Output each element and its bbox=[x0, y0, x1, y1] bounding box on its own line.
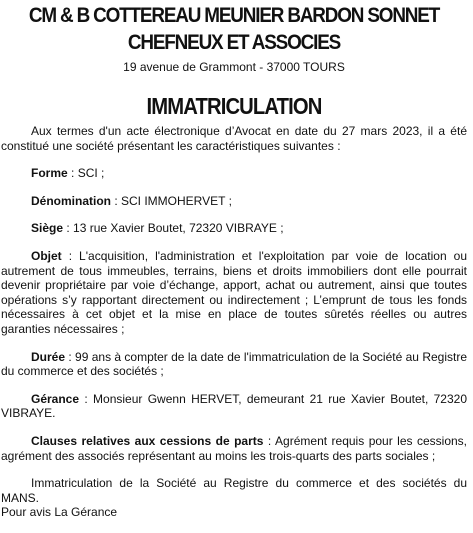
field-label: Forme bbox=[31, 166, 68, 181]
firm-address: 19 avenue de Grammont - 37000 TOURS bbox=[123, 60, 345, 74]
field-value: : SCI ; bbox=[67, 166, 105, 181]
field-label: Dénomination bbox=[31, 193, 111, 208]
intro-paragraph: Aux termes d'un acte électronique d’Avocat en date du 27 mars 2023, il a été constitué une société présentant les caractéristiques suivantes : bbox=[1, 124, 467, 153]
field-label: Siège bbox=[31, 221, 64, 236]
field-value: : Monsieur Gwenn HERVET, demeurant 21 rue Xavier Boutet, 72320 VIBRAYE. bbox=[1, 391, 467, 421]
field-denomination bbox=[1, 194, 467, 209]
field-value: : 99 ans à compter de la date de l'immatriculation de la Société au Registre du commerce et des sociétés ; bbox=[1, 349, 467, 379]
field-value: : Agrément requis pour les cessions, agrément des associés représentant au moins les trois-quarts des parts sociales ; bbox=[1, 433, 468, 463]
field-value: : L'acquisition, l'administration et l'exploitation par voie de location ou autrement de tous immeubles, terrains, biens et droits immobiliers dont elle pourrait devenir propriétaire par voie d’échange, apport, achat ou autrement, ainsi que toutes opérations s’y rapportant directement ou indirectement ; L’emprunt de tous les fonds nécessaires à cet objet et la mise en place de toutes sûretés réelles ou autres garanties nécessaires ; bbox=[1, 248, 467, 336]
field-objet bbox=[1, 249, 467, 337]
field-label: Clauses relatives aux cessions de parts bbox=[31, 433, 264, 448]
field-forme bbox=[1, 166, 467, 181]
field-label: Objet bbox=[31, 248, 62, 263]
field-value: : 13 rue Xavier Boutet, 72320 VIBRAYE ; bbox=[63, 221, 284, 236]
field-label: Durée bbox=[31, 349, 66, 364]
field-siege bbox=[1, 221, 467, 236]
signature: Pour avis La Gérance bbox=[1, 505, 118, 520]
field-value: : SCI IMMOHERVET ; bbox=[111, 193, 232, 208]
firm-name-line-2: CHEFNEUX ET ASSOCIES bbox=[127, 31, 341, 54]
field-gerance bbox=[1, 392, 467, 421]
closing-paragraph: Immatriculation de la Société au Registre du commerce et des sociétés du MANS. bbox=[1, 476, 467, 505]
notice-title: IMMATRICULATION bbox=[146, 93, 322, 119]
legal-notice bbox=[0, 2, 473, 533]
field-clauses bbox=[1, 434, 467, 463]
firm-name-line-1: CM & B COTTEREAU MEUNIER BARDON SONNET bbox=[28, 4, 440, 27]
field-label: Gérance bbox=[31, 391, 80, 406]
field-duree bbox=[1, 350, 467, 379]
